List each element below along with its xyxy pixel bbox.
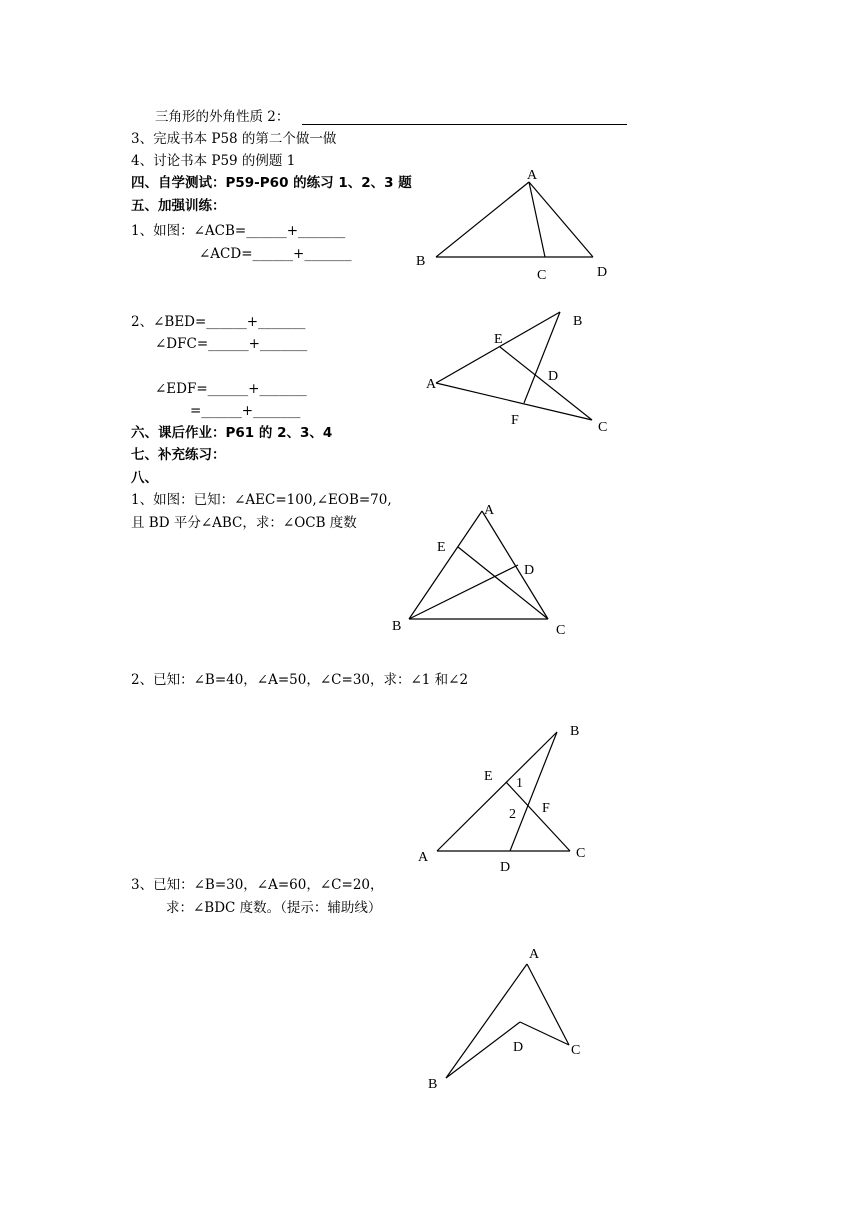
label-d: D: [597, 265, 608, 280]
label-c: C: [556, 623, 566, 638]
segment-ac: [527, 964, 569, 1045]
item-3: 3、完成书本 P58 的第二个做一做: [131, 131, 337, 147]
section-5-heading: 五、加强训练：: [131, 198, 226, 214]
exercise-1-line-2: ∠ACD=______+_______: [199, 246, 352, 262]
section-8-heading: 八、: [131, 470, 158, 486]
question-1-line-2: 且 BD 平分∠ABC，求：∠OCB 度数: [131, 515, 357, 531]
label-a: A: [529, 947, 540, 962]
section-6-heading: 六、课后作业：P61 的 2、3、4: [131, 425, 333, 441]
label-a: A: [484, 503, 495, 518]
exercise-2-line-1: 2、∠BED=______+_______: [131, 314, 306, 330]
question-2: 2、已知：∠B=40，∠A=50，∠C=30，求：∠1 和∠2: [131, 672, 469, 688]
question-3-line-2: 求：∠BDC 度数。（提示：辅助线）: [166, 900, 382, 916]
exercise-2-line-3: ∠EDF=______+_______: [155, 381, 307, 397]
label-a: A: [426, 377, 437, 392]
item-4: 4、讨论书本 P59 的例题 1: [131, 153, 296, 169]
label-angle-1: 1: [516, 776, 523, 791]
segment-bd: [446, 1022, 520, 1078]
label-f: F: [511, 413, 519, 428]
label-b: B: [573, 314, 583, 329]
exercise-2-line-4: =______+_______: [190, 403, 301, 419]
label-d: D: [524, 563, 535, 578]
question-3-line-1: 3、已知：∠B=30，∠A=60，∠C=20，: [131, 877, 384, 893]
label-b: B: [416, 254, 426, 269]
label-d: D: [500, 860, 511, 875]
label-d: D: [548, 369, 559, 384]
question-1-line-1: 1、如图：已知：∠AEC=100,∠EOB=70,: [131, 492, 392, 508]
label-angle-2: 2: [509, 807, 516, 822]
label-f: F: [542, 801, 550, 816]
ext-angle-property-2: 三角形的外角性质 2：: [155, 109, 290, 125]
exercise-1-line-1: 1、如图：∠ACB=______+_______: [131, 223, 346, 239]
label-b: B: [392, 619, 402, 634]
label-c: C: [537, 268, 547, 283]
label-e: E: [437, 540, 446, 555]
section-7-heading: 七、补充练习：: [131, 447, 226, 463]
label-b: B: [570, 724, 580, 739]
label-c: C: [571, 1043, 581, 1058]
label-a: A: [527, 168, 538, 183]
segment-ab: [446, 964, 527, 1078]
label-c: C: [576, 846, 586, 861]
label-c: C: [598, 420, 608, 435]
exercise-2-line-2: ∠DFC=______+_______: [155, 336, 308, 352]
label-b: B: [428, 1077, 438, 1092]
label-d: D: [513, 1040, 524, 1055]
label-e: E: [484, 769, 493, 784]
section-4-heading: 四、自学测试：P59-P60 的练习 1、2、3 题: [131, 175, 412, 191]
segment-dc: [520, 1022, 569, 1045]
label-e: E: [494, 332, 503, 347]
label-a: A: [418, 850, 429, 865]
